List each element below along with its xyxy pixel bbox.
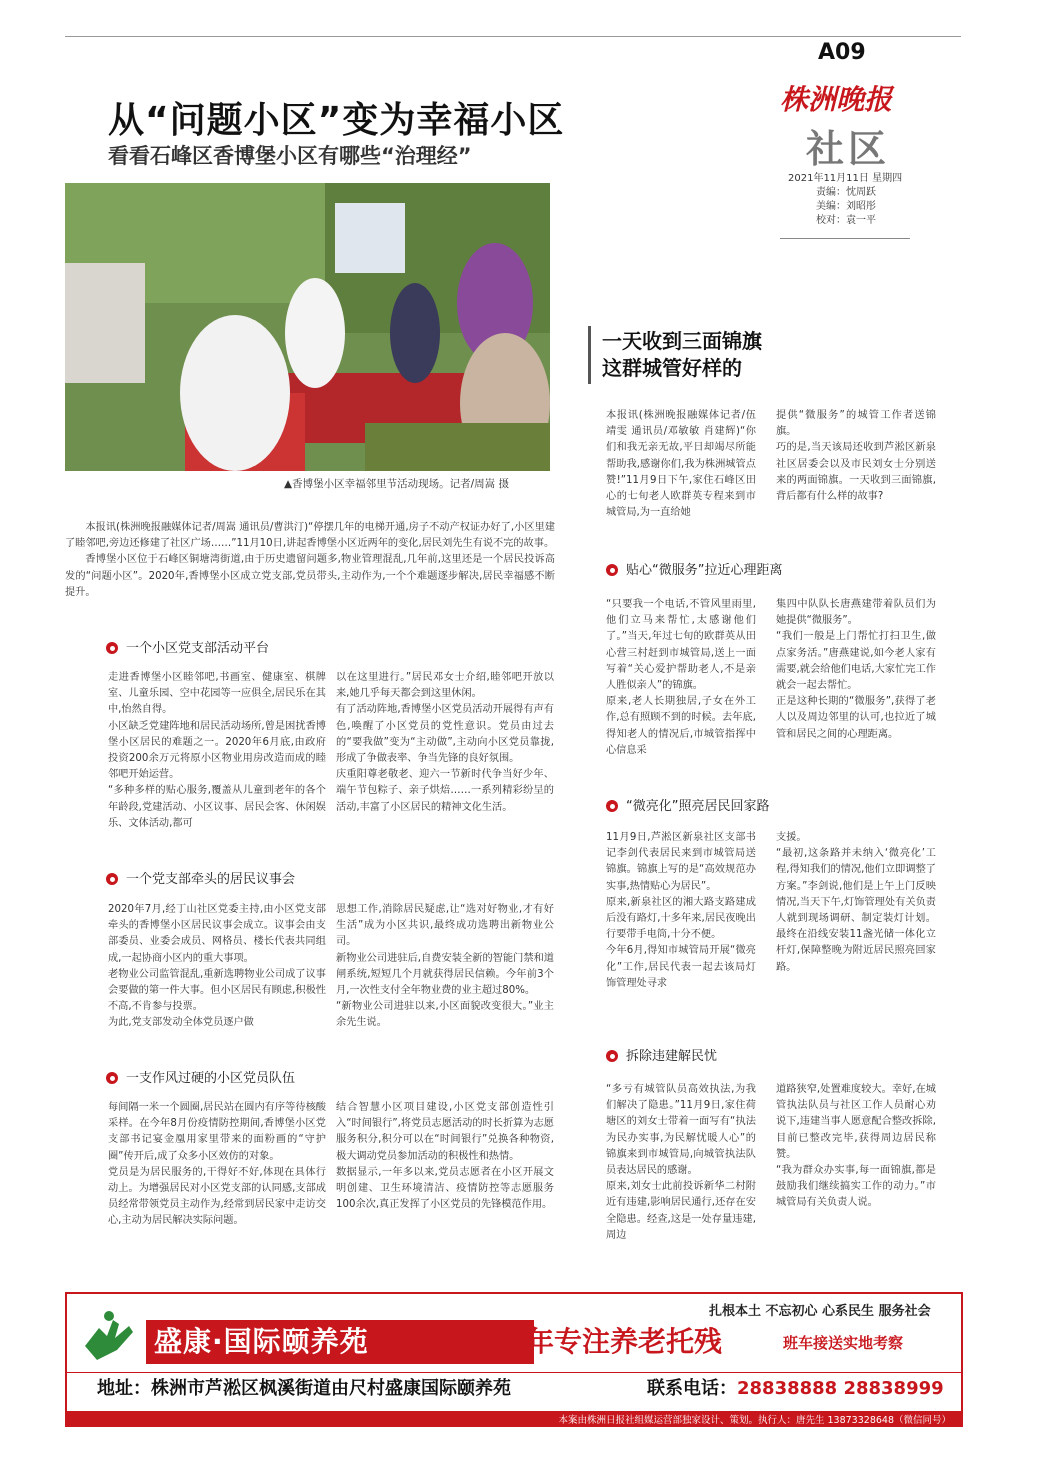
main-section-2-title [106, 868, 295, 887]
side-s1-col2: 集四中队队长唐燕建带着队员们为她提供“微服务”。 “我们一般是上门帮忙打扫卫生,做点家务活。”唐燕建说,如今老人家有需要,就会给他们电话,大家忙完工作就会一起去帮忙。 正是这种长期的“微服务”,获得了老人以及周边邻里的认可,也拉近了城管和居民之间的心理距离。 [776, 599, 936, 740]
side-headline [602, 328, 762, 382]
brand-logo: 株洲晚报 [780, 83, 893, 116]
side-s3-col1: “多亏有城管队员高效执法,为我们解决了隐患。”11月9日,家住荷塘区的刘女士带着一面写有“执法为民办实事,为民解忧暖人心”的锦旗来到市城管局,向城管执法队员表达居民的感谢。 原来,刘女士此前投诉新华二村附近有违建,影响居民通行,还存在安全隐患。经查,这是一处存量违建,周边 [606, 1084, 756, 1241]
side-headline-line2: 这群城管好样的 [602, 356, 742, 380]
main-s1-col2: 以在这里进行。”居民邓女士介绍,睦邻吧开放以来,她几乎每天都会到这里休闲。 有了活动阵地,香博堡小区党员活动开展得有声有色,唤醒了小区党员的党性意识。党员由过去的“要我做”变为“主动做”,主动向小区党员靠拢,形成了争做表率、争当先锋的良好氛围。 庆重阳尊老敬老、迎六一节新时代争当好少年、端午节包粽子、亲子烘焙……一系列精彩纷呈的活动,丰富了小区居民的精神文化生活。 [336, 672, 554, 813]
main-s3-col1: 每间隔一米一个圆圈,居民站在圆内有序等待核酸采样。在今年8月份疫情防控期间,香博堡小区党支部书记宴金凰用家里带来的面粉画的“守护圈”传开后,成了众多小区效仿的对象。 党员是为居民服务的,干得好不好,体现在具体行动上。为增强居民对小区党支部的认同感,支部成员经常带领党员主动作为,经常到居民家中走访交心,主动为居民解决实际问题。 [108, 1102, 326, 1227]
main-section-1-title-text: 一个小区党支部活动平台 [126, 641, 270, 656]
photo-caption: ▲香博堡小区幸福邻里节活动现场。记者/周嵩 摄 [284, 478, 509, 490]
side-intro-col1: 本报讯(株洲晚报融媒体记者/伍靖雯 通讯员/邓敏敏 肖建辉)“你们和我无亲无故,平日却竭尽所能帮助我,感谢你们,我为株洲城管点赞!”11月9日下午,家住石峰区田心的七旬老人欧群英专程来到市城管局,为一直给她 [606, 410, 756, 519]
hand-logo-icon [79, 1306, 139, 1366]
section-name: 社区 [806, 126, 891, 171]
side-section-1-title [606, 559, 782, 578]
main-intro [65, 520, 555, 610]
main-s2-col2: 思想工作,消除居民疑虑,让“选对好物业,才有好生活”成为小区共识,最终成功选聘出新物业公司。 新物业公司进驻后,自费安装全新的智能门禁和道闸系统,短短几个月就获得居民信赖。今年前3个月,一次性支付全年物业费的业主超过80%。 “新物业公司进驻以来,小区面貌改变很大。”业主余先生说。 [336, 904, 554, 1029]
bullet-icon [106, 642, 118, 654]
bullet-icon [606, 800, 618, 812]
ad-top [67, 1294, 961, 1373]
ad-slogan: 28年专注养老托残 [487, 1325, 722, 1358]
masthead-rule [780, 238, 910, 239]
side-title-bar [588, 326, 591, 384]
ad-address: 地址：株洲市芦淞区枫溪街道由尺村盛康国际颐养苑 [97, 1378, 511, 1399]
main-section-3-title [106, 1067, 295, 1086]
ad-divider [67, 1372, 961, 1373]
bullet-icon [106, 873, 118, 885]
advertisement [65, 1292, 963, 1414]
side-section-3-title [606, 1045, 717, 1064]
side-s1-col1: “只要我一个电话,不管风里雨里,他们立马来帮忙,太感谢他们了。”当天,年过七旬的欧群英从田心营三村赶到市城管局,送上一面写着“关心爱护帮助老人,不是亲人胜似亲人”的锦旗。 原来,老人长期独居,子女在外工作,总有照顾不到的时候。去年底,得知老人的情况后,市城管指挥中心信息采 [606, 599, 756, 756]
side-headline-line1: 一天收到三面锦旗 [602, 329, 762, 353]
side-section-2-title [606, 795, 769, 814]
event-photo-illustration [65, 183, 550, 471]
subheadline: 看看石峰区香博堡小区有哪些“治理经” [108, 144, 472, 168]
main-section-3-title-text: 一支作风过硬的小区党员队伍 [126, 1071, 296, 1086]
ad-bus-service: 班车接送实地考察 [783, 1334, 904, 1352]
top-rule [65, 36, 961, 37]
bullet-icon [606, 564, 618, 576]
main-intro-p1: 本报讯(株洲晚报融媒体记者/周嵩 通讯员/曹洪汀)“停摆几年的电梯开通,房子不动产权证办好了,小区里建了睦邻吧,旁边还修建了社区广场……”11月10日,讲起香博堡小区近两年的变化,居民刘先生有说不完的故事。 [65, 522, 555, 550]
side-intro-col2: 提供“微服务”的城管工作者送锦旗。 巧的是,当天该局还收到芦淞区新泉社区居委会以及市民刘女士分别送来的两面锦旗。一天收到三面锦旗,背后都有什么样的故事? [776, 410, 936, 503]
masthead-meta [788, 172, 938, 228]
proofreader: 校对：袁一平 [816, 215, 876, 226]
issue-date: 2021年11月11日 星期四 [788, 173, 903, 184]
side-s3-col2: 道路狭窄,处置难度较大。幸好,在城管执法队员与社区工作人员耐心劝说下,违建当事人愿意配合整改拆除,目前已整改完毕,获得周边居民称赞。 “我为群众办实事,每一面锦旗,都是鼓励我们继续搞实工作的动力。”市城管局有关负责人说。 [776, 1084, 936, 1209]
ad-footer-text: 本案由株洲日报社组媒运营部独家设计、策划。执行人：唐先生 13873328648（微信同号） [558, 1415, 951, 1426]
side-section-2-title-text: “微亮化”照亮居民回家路 [626, 799, 770, 814]
side-section-1-title-text: 贴心“微服务”拉近心理距离 [626, 563, 783, 578]
page-number: A09 [818, 40, 866, 65]
bullet-icon [106, 1072, 118, 1084]
main-s2-col1: 2020年7月,经丁山社区党委主持,由小区党支部牵头的香博堡小区居民议事会成立。议事会由支部委员、业委会成员、网格员、楼长代表共同组成,一起协商小区内的重大事项。 老物业公司监管混乱,重新选聘物业公司成了议事会要做的第一件大事。但小区居民有顾虑,积极性不高,不肯参与投票。 为此,党支部发动全体党员逐户做 [108, 904, 326, 1029]
main-intro-p2: 香博堡小区位于石峰区铜塘湾街道,由于历史遗留问题多,物业管理混乱,几年前,这里还是一个居民投诉高发的“问题小区”。2020年,香博堡小区成立党支部,党员带头,主动作为,一个个难题逐步解决,居民幸福感不断提升。 [65, 554, 555, 598]
side-s2-col1: 11月9日,芦淞区新泉社区支部书记李剑代表居民来到市城管局送锦旗。锦旗上写的是“高效规范办实事,热情贴心为居民”。 原来,新泉社区的湘大路支路建成后没有路灯,十多年来,居民夜晚出行要带手电筒,十分不便。 今年6月,得知市城管局开展“微亮化”工作,居民代表一起去该局灯饰管理处寻求 [606, 832, 756, 989]
ad-brand-name: 盛康·国际颐养苑 [146, 1320, 534, 1364]
ad-phone-label: 联系电话： [647, 1378, 737, 1399]
ad-motto: 扎根本土 不忘初心 心系民生 服务社会 [709, 1304, 931, 1319]
bullet-icon [606, 1050, 618, 1062]
designer: 美编：刘昭彤 [816, 201, 876, 212]
ad-phone-numbers: 28838888 28838999 [737, 1378, 944, 1399]
ad-footer-bar [65, 1411, 963, 1427]
editor: 责编：忱周跃 [816, 187, 876, 198]
side-s2-col2: 支援。 “最初,这条路并未纳入‘微亮化’工程,得知我们的情况,他们立即调整了方案。”李剑说,他们是上午上门反映情况,当天下午,灯饰管理处有关负责人就到现场调研、制定装灯计划。最终在沿线安装11盏光储一体化立杆灯,保障整晚为附近居民照亮回家路。 [776, 832, 936, 973]
event-photo [65, 183, 550, 471]
ad-phone [647, 1374, 944, 1400]
main-s1-col1: 走进香博堡小区睦邻吧,书画室、健康室、棋牌室、儿童乐园、空中花园等一应俱全,居民乐在其中,怡然自得。 小区缺乏党建阵地和居民活动场所,曾是困扰香博堡小区居民的难题之一。2020年6月底,由政府投资200余万元将原小区物业用房改造而成的睦邻吧开始运营。 “多种多样的贴心服务,覆盖从儿童到老年的各个年龄段,党建活动、小区议事、居民会客、休闲娱乐、文体活动,都可 [108, 672, 326, 829]
headline: 从“问题小区”变为幸福小区 [108, 100, 565, 141]
main-section-1-title [106, 637, 269, 656]
side-section-3-title-text: 拆除违建解民忧 [626, 1049, 718, 1064]
main-s3-col2: 结合智慧小区项目建设,小区党支部创造性引入“时间银行”,将党员志愿活动的时长折算为志愿服务积分,积分可以在“时间银行”兑换各种物资,极大调动党员参加活动的积极性和热情。 数据显示,一年多以来,党员志愿者在小区开展文明创建、卫生环境清洁、疫情防控等志愿服务100余次,真正发挥了小区党员的先锋模范作用。 [336, 1102, 554, 1211]
main-section-2-title-text: 一个党支部牵头的居民议事会 [126, 872, 296, 887]
